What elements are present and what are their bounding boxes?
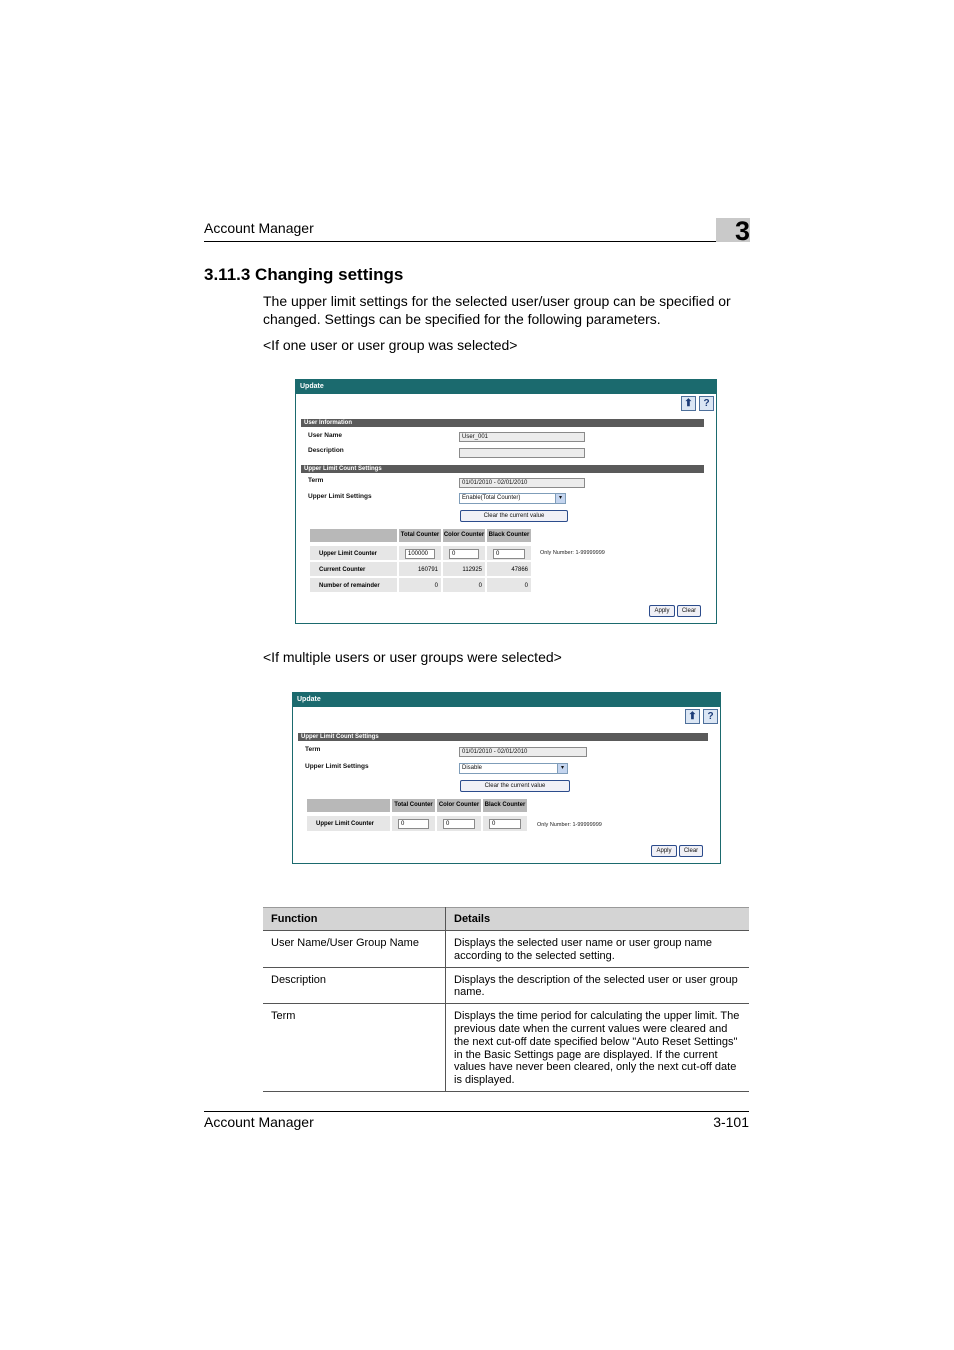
user-name-label: User Name xyxy=(308,432,342,439)
running-header-title: Account Manager xyxy=(204,220,314,236)
upper-limit-black-cell xyxy=(482,815,528,832)
caption-multiple-selection: <If multiple users or user groups were selected> xyxy=(263,649,562,665)
upper-limit-total-cell xyxy=(391,815,436,832)
panel-toolbar xyxy=(685,709,718,723)
footer-title: Account Manager xyxy=(204,1114,314,1130)
page-number: 3-101 xyxy=(713,1114,749,1130)
row-label-remainder: Number of remainder xyxy=(309,577,398,593)
panel-toolbar xyxy=(681,396,714,410)
function-cell: Description xyxy=(263,967,446,1004)
upper-limit-settings-value: Disable xyxy=(462,765,483,771)
description-label: Description xyxy=(308,447,344,454)
range-note: Only Number: 1-99999999 xyxy=(537,822,602,828)
table-row xyxy=(263,967,749,1004)
section-intro: The upper limit settings for the selected user/user group can be specified or changed. Settings can be specified for the following parameters. xyxy=(263,293,731,327)
help-icon[interactable]: ? xyxy=(703,709,718,724)
user-information-header: User Information xyxy=(301,419,704,427)
upper-limit-color-input[interactable]: 0 xyxy=(449,549,479,559)
table-row xyxy=(263,931,749,968)
col-header-total: Total Counter xyxy=(391,798,436,813)
term-field: 01/01/2010 - 02/01/2010 xyxy=(459,747,587,757)
upper-limit-settings-label: Upper Limit Settings xyxy=(308,493,372,500)
header-details: Details xyxy=(446,908,750,931)
table-row xyxy=(263,1004,749,1092)
row-label-current: Current Counter xyxy=(309,561,398,577)
upper-limit-count-header: Upper Limit Count Settings xyxy=(298,733,708,741)
upper-limit-color-input[interactable]: 0 xyxy=(443,819,475,829)
apply-button[interactable]: Apply xyxy=(651,845,677,857)
description-field[interactable] xyxy=(459,448,585,458)
details-cell: Displays the selected user name or user group name according to the selected setting. xyxy=(446,931,750,968)
back-arrow-icon[interactable]: ⬆ xyxy=(681,396,696,411)
header-function: Function xyxy=(263,908,446,931)
term-label: Term xyxy=(308,477,324,484)
upper-limit-settings-select[interactable] xyxy=(459,493,566,504)
footer-rule xyxy=(204,1111,749,1112)
range-note: Only Number: 1-99999999 xyxy=(540,550,605,556)
help-icon[interactable]: ? xyxy=(699,396,714,411)
apply-button[interactable]: Apply xyxy=(649,605,675,617)
clear-current-value-button[interactable]: Clear the current value xyxy=(460,510,568,522)
upper-limit-settings-select[interactable] xyxy=(459,763,568,774)
chapter-number: 3 xyxy=(734,216,750,246)
function-cell: User Name/User Group Name xyxy=(263,931,446,968)
upper-limit-black-cell xyxy=(486,545,532,561)
col-header-color: Color Counter xyxy=(436,798,482,813)
panel-title-bar: Update xyxy=(293,693,720,707)
upper-limit-settings-label: Upper Limit Settings xyxy=(305,763,369,770)
term-field: 01/01/2010 - 02/01/2010 xyxy=(459,478,585,488)
table-corner xyxy=(309,528,398,543)
current-color-cell: 112925 xyxy=(442,561,486,577)
function-cell: Term xyxy=(263,1004,446,1092)
clear-button[interactable]: Clear xyxy=(677,605,701,617)
row-label-upper-limit: Upper Limit Counter xyxy=(306,815,391,832)
upper-limit-black-input[interactable]: 0 xyxy=(493,549,525,559)
section-title: 3.11.3 Changing settings xyxy=(204,265,404,284)
header-rule xyxy=(204,241,749,242)
current-total-cell: 160791 xyxy=(398,561,442,577)
upper-limit-total-input[interactable]: 100000 xyxy=(405,549,435,559)
user-name-field[interactable]: User_001 xyxy=(459,432,585,442)
upper-limit-color-cell xyxy=(442,545,486,561)
table-header-row xyxy=(263,908,749,931)
caption-single-selection: <If one user or user group was selected> xyxy=(263,337,518,353)
current-black-cell: 47866 xyxy=(486,561,532,577)
update-screenshot-multiple xyxy=(292,692,721,864)
remainder-total-cell: 0 xyxy=(398,577,442,593)
row-label-upper-limit: Upper Limit Counter xyxy=(309,545,398,561)
col-header-black: Black Counter xyxy=(486,528,532,543)
upper-limit-total-input[interactable]: 0 xyxy=(398,819,429,829)
details-cell: Displays the time period for calculating the upper limit. The previous date when the current values were cleared and the next cut-off date specified below "Auto Reset Settings" in the Basic Settings page are displayed. If the current values have never been cleared, only the next cut-off date is displayed. xyxy=(446,1004,750,1092)
panel-title-bar: Update xyxy=(296,380,716,394)
details-cell: Displays the description of the selected user or user group name. xyxy=(446,967,750,1004)
clear-current-value-button[interactable]: Clear the current value xyxy=(460,780,570,792)
col-header-total: Total Counter xyxy=(398,528,442,543)
back-arrow-icon[interactable]: ⬆ xyxy=(685,709,700,724)
table-corner xyxy=(306,798,391,813)
upper-limit-settings-value: Enable(Total Counter) xyxy=(462,495,521,501)
chevron-down-icon[interactable]: ▾ xyxy=(557,764,567,773)
col-header-black: Black Counter xyxy=(482,798,528,813)
chevron-down-icon[interactable]: ▾ xyxy=(555,494,565,503)
clear-button[interactable]: Clear xyxy=(679,845,703,857)
update-screenshot-single xyxy=(295,379,717,624)
col-header-color: Color Counter xyxy=(442,528,486,543)
remainder-color-cell: 0 xyxy=(442,577,486,593)
remainder-black-cell: 0 xyxy=(486,577,532,593)
upper-limit-count-header: Upper Limit Count Settings xyxy=(301,465,704,473)
parameters-table xyxy=(263,907,749,1092)
upper-limit-black-input[interactable]: 0 xyxy=(489,819,521,829)
upper-limit-color-cell xyxy=(436,815,482,832)
term-label: Term xyxy=(305,746,321,753)
upper-limit-total-cell xyxy=(398,545,442,561)
